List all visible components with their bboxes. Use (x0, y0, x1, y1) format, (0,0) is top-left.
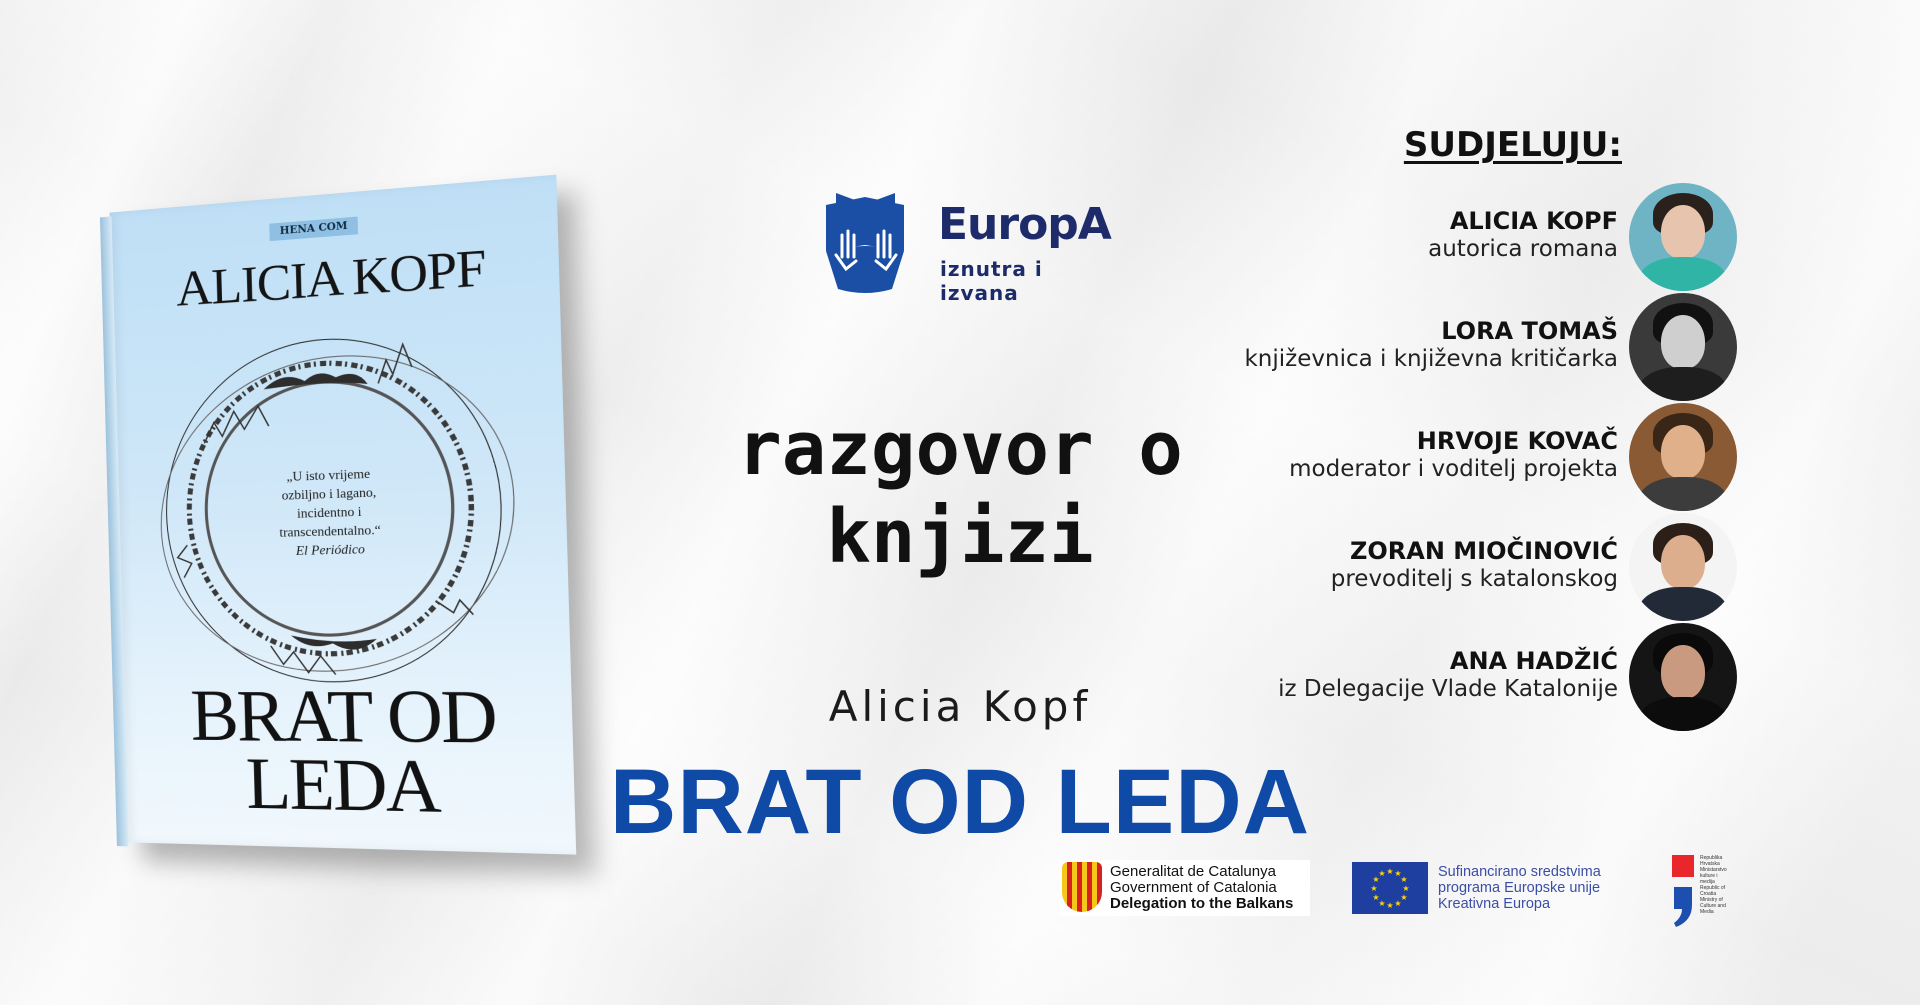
participant-role: književnica i književna kritičarka (1244, 346, 1618, 372)
event-heading-line2: knjizi (826, 494, 1094, 580)
svg-text:★: ★ (1372, 875, 1380, 884)
participant-role: autorica romana (1428, 236, 1618, 262)
participant-card (1180, 513, 1768, 621)
catalonia-line2: Government of Catalonia (1110, 879, 1277, 896)
svg-text:★: ★ (1402, 884, 1410, 893)
participant-role: moderator i voditelj projekta (1289, 456, 1618, 482)
book-cover (109, 175, 576, 855)
svg-text:★: ★ (1394, 899, 1402, 908)
event-heading (700, 405, 1220, 581)
participant-card (1180, 403, 1768, 511)
svg-text:★: ★ (1394, 869, 1402, 878)
open-book-hands-icon (818, 185, 913, 293)
featured-author: Alicia Kopf (828, 682, 1092, 731)
eu-line2: programa Europske unije (1438, 880, 1601, 896)
ministry-text: Republika Hrvatska Ministarstvo kulture i medija Republic of Croatia Ministry of Culture and Media (1700, 855, 1727, 915)
eu-creative-europe-logo (1352, 862, 1612, 914)
eu-line1: Sufinancirano sredstvima (1438, 864, 1601, 880)
participant-name: LORA TOMAŠ (1441, 317, 1618, 345)
event-heading-line1: razgovor o (737, 406, 1183, 492)
eu-flag-icon (1352, 862, 1428, 914)
svg-text:★: ★ (1378, 869, 1386, 878)
participant-card (1180, 623, 1768, 731)
quote-line: incidentno i (296, 503, 362, 521)
book-cover-title-line2: LEDA (244, 742, 441, 829)
participant-name: ALICIA KOPF (1449, 207, 1618, 235)
svg-text:★: ★ (1378, 899, 1386, 908)
logo-tagline: iznutra i izvana (940, 257, 1043, 305)
participant-name: ZORAN MIOČINOVIĆ (1349, 537, 1618, 565)
svg-text:★: ★ (1386, 867, 1394, 876)
book-cover-author: ALICIA KOPF (175, 237, 487, 318)
participant-name: HRVOJE KOVAČ (1416, 427, 1618, 455)
logo-name: EuropA (938, 199, 1111, 250)
participant-avatar (1629, 513, 1737, 621)
participant-avatar (1629, 183, 1737, 291)
participant-card (1180, 183, 1768, 291)
quote-line: transcendentalno.“ (279, 521, 381, 540)
book-cover-title-line1: BRAT OD (189, 674, 497, 760)
book-quote (245, 463, 415, 561)
eu-line3: Kreativna Europa (1438, 896, 1551, 912)
quote-source: El Periódico (295, 540, 366, 558)
participant-avatar (1629, 293, 1737, 401)
participant-avatar (1629, 623, 1737, 731)
red-square-icon (1672, 855, 1694, 877)
participant-avatar (1629, 403, 1737, 511)
comma-icon (1672, 887, 1694, 927)
catalonia-government-logo (1060, 860, 1310, 916)
svg-text:★: ★ (1372, 893, 1380, 902)
catalonia-flag-icon (1062, 862, 1102, 912)
participant-role: iz Delegacije Vlade Katalonije (1278, 676, 1618, 702)
europa-logo (818, 185, 1111, 305)
book-cover-title (122, 674, 575, 829)
quote-line: ozbiljno i lagano, (281, 483, 377, 503)
croatia-ministry-logo (1672, 855, 1732, 935)
participant-role: prevoditelj s katalonskog (1330, 566, 1618, 592)
catalonia-line1: Generalitat de Catalunya (1110, 863, 1276, 880)
svg-text:★: ★ (1400, 893, 1408, 902)
catalonia-line3: Delegation to the Balkans (1110, 895, 1294, 912)
svg-text:★: ★ (1370, 884, 1378, 893)
quote-line: „U isto vrijeme (286, 465, 371, 485)
participants-heading: SUDJELUJU: (1403, 125, 1622, 165)
participant-card (1180, 293, 1768, 401)
participant-name: ANA HADŽIĆ (1449, 647, 1618, 675)
book-publisher: HENA COM (269, 217, 358, 242)
featured-book-title: BRAT OD LEDA (609, 751, 1311, 853)
svg-text:★: ★ (1400, 875, 1408, 884)
svg-text:★: ★ (1386, 901, 1394, 910)
